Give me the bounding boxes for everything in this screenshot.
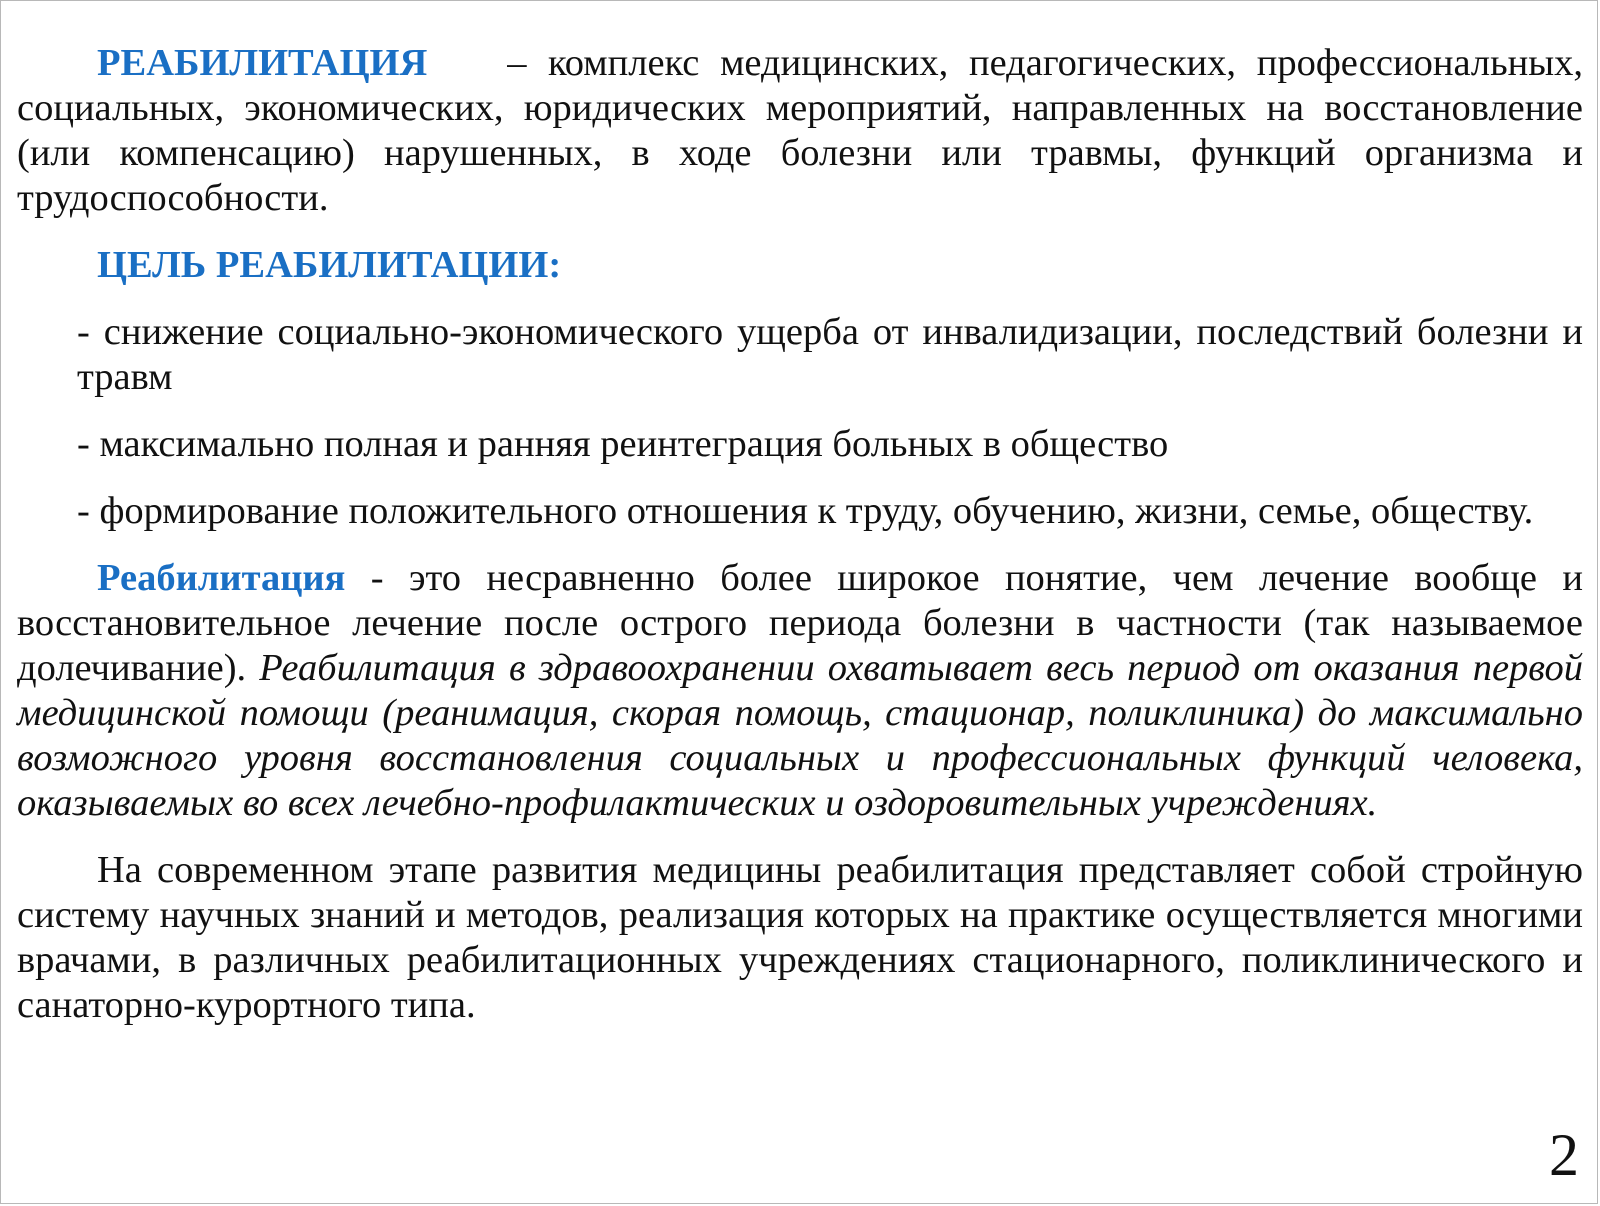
rehab-scope-italic: Реабилитация в здравоохранении охватывает весь период от оказания первой медицинской помощи (реанимация, скорая помощь, стационар, поликлиника) до максимально возможного уровня восстановления социальных и профессиональных функций человека, оказываемых во всех лечебно-профилактических и оздоровительных учреждениях. bbox=[17, 647, 1583, 824]
definition-paragraph bbox=[17, 41, 1583, 221]
page-number: 2 bbox=[1549, 1122, 1579, 1188]
goal-item: - формирование положительного отношения к труду, обучению, жизни, семье, обществу. bbox=[77, 490, 1534, 532]
goal-item: - максимально полная и ранняя реинтеграция больных в общество bbox=[77, 423, 1169, 465]
document-content bbox=[17, 41, 1583, 1028]
goal-item: - снижение социально-экономического ущерба от инвалидизации, последствий болезни и травм bbox=[77, 311, 1583, 398]
rehab-scope-term: Реабилитация bbox=[97, 557, 346, 599]
rehab-scope-paragraph bbox=[17, 556, 1583, 826]
modern-stage-paragraph: На современном этапе развития медицины реабилитация представляет собой стройную систему научных знаний и методов, реализация которых на практике осуществляется многими врачами, в различных реабилитационных учреждениях стационарного, поликлинического и санаторно-курортного типа. bbox=[17, 849, 1583, 1026]
definition-text: комплекс медицинских, педагогических, профессиональных, социальных, экономических, юридических мероприятий, направленных на восстановление (или компенсацию) нарушенных, в ходе болезни или травмы, функций организма и трудоспособности. bbox=[17, 42, 1583, 219]
definition-dash: – bbox=[507, 42, 527, 84]
goal-heading: ЦЕЛЬ РЕАБИЛИТАЦИИ: bbox=[97, 244, 562, 286]
rehab-scope-text: - это несравненно более широкое понятие, чем лечение вообще и восстановительное лечение после острого периода болезни в частности (так называемое долечивание). bbox=[17, 557, 1583, 689]
definition-term: РЕАБИЛИТАЦИЯ bbox=[97, 42, 428, 84]
